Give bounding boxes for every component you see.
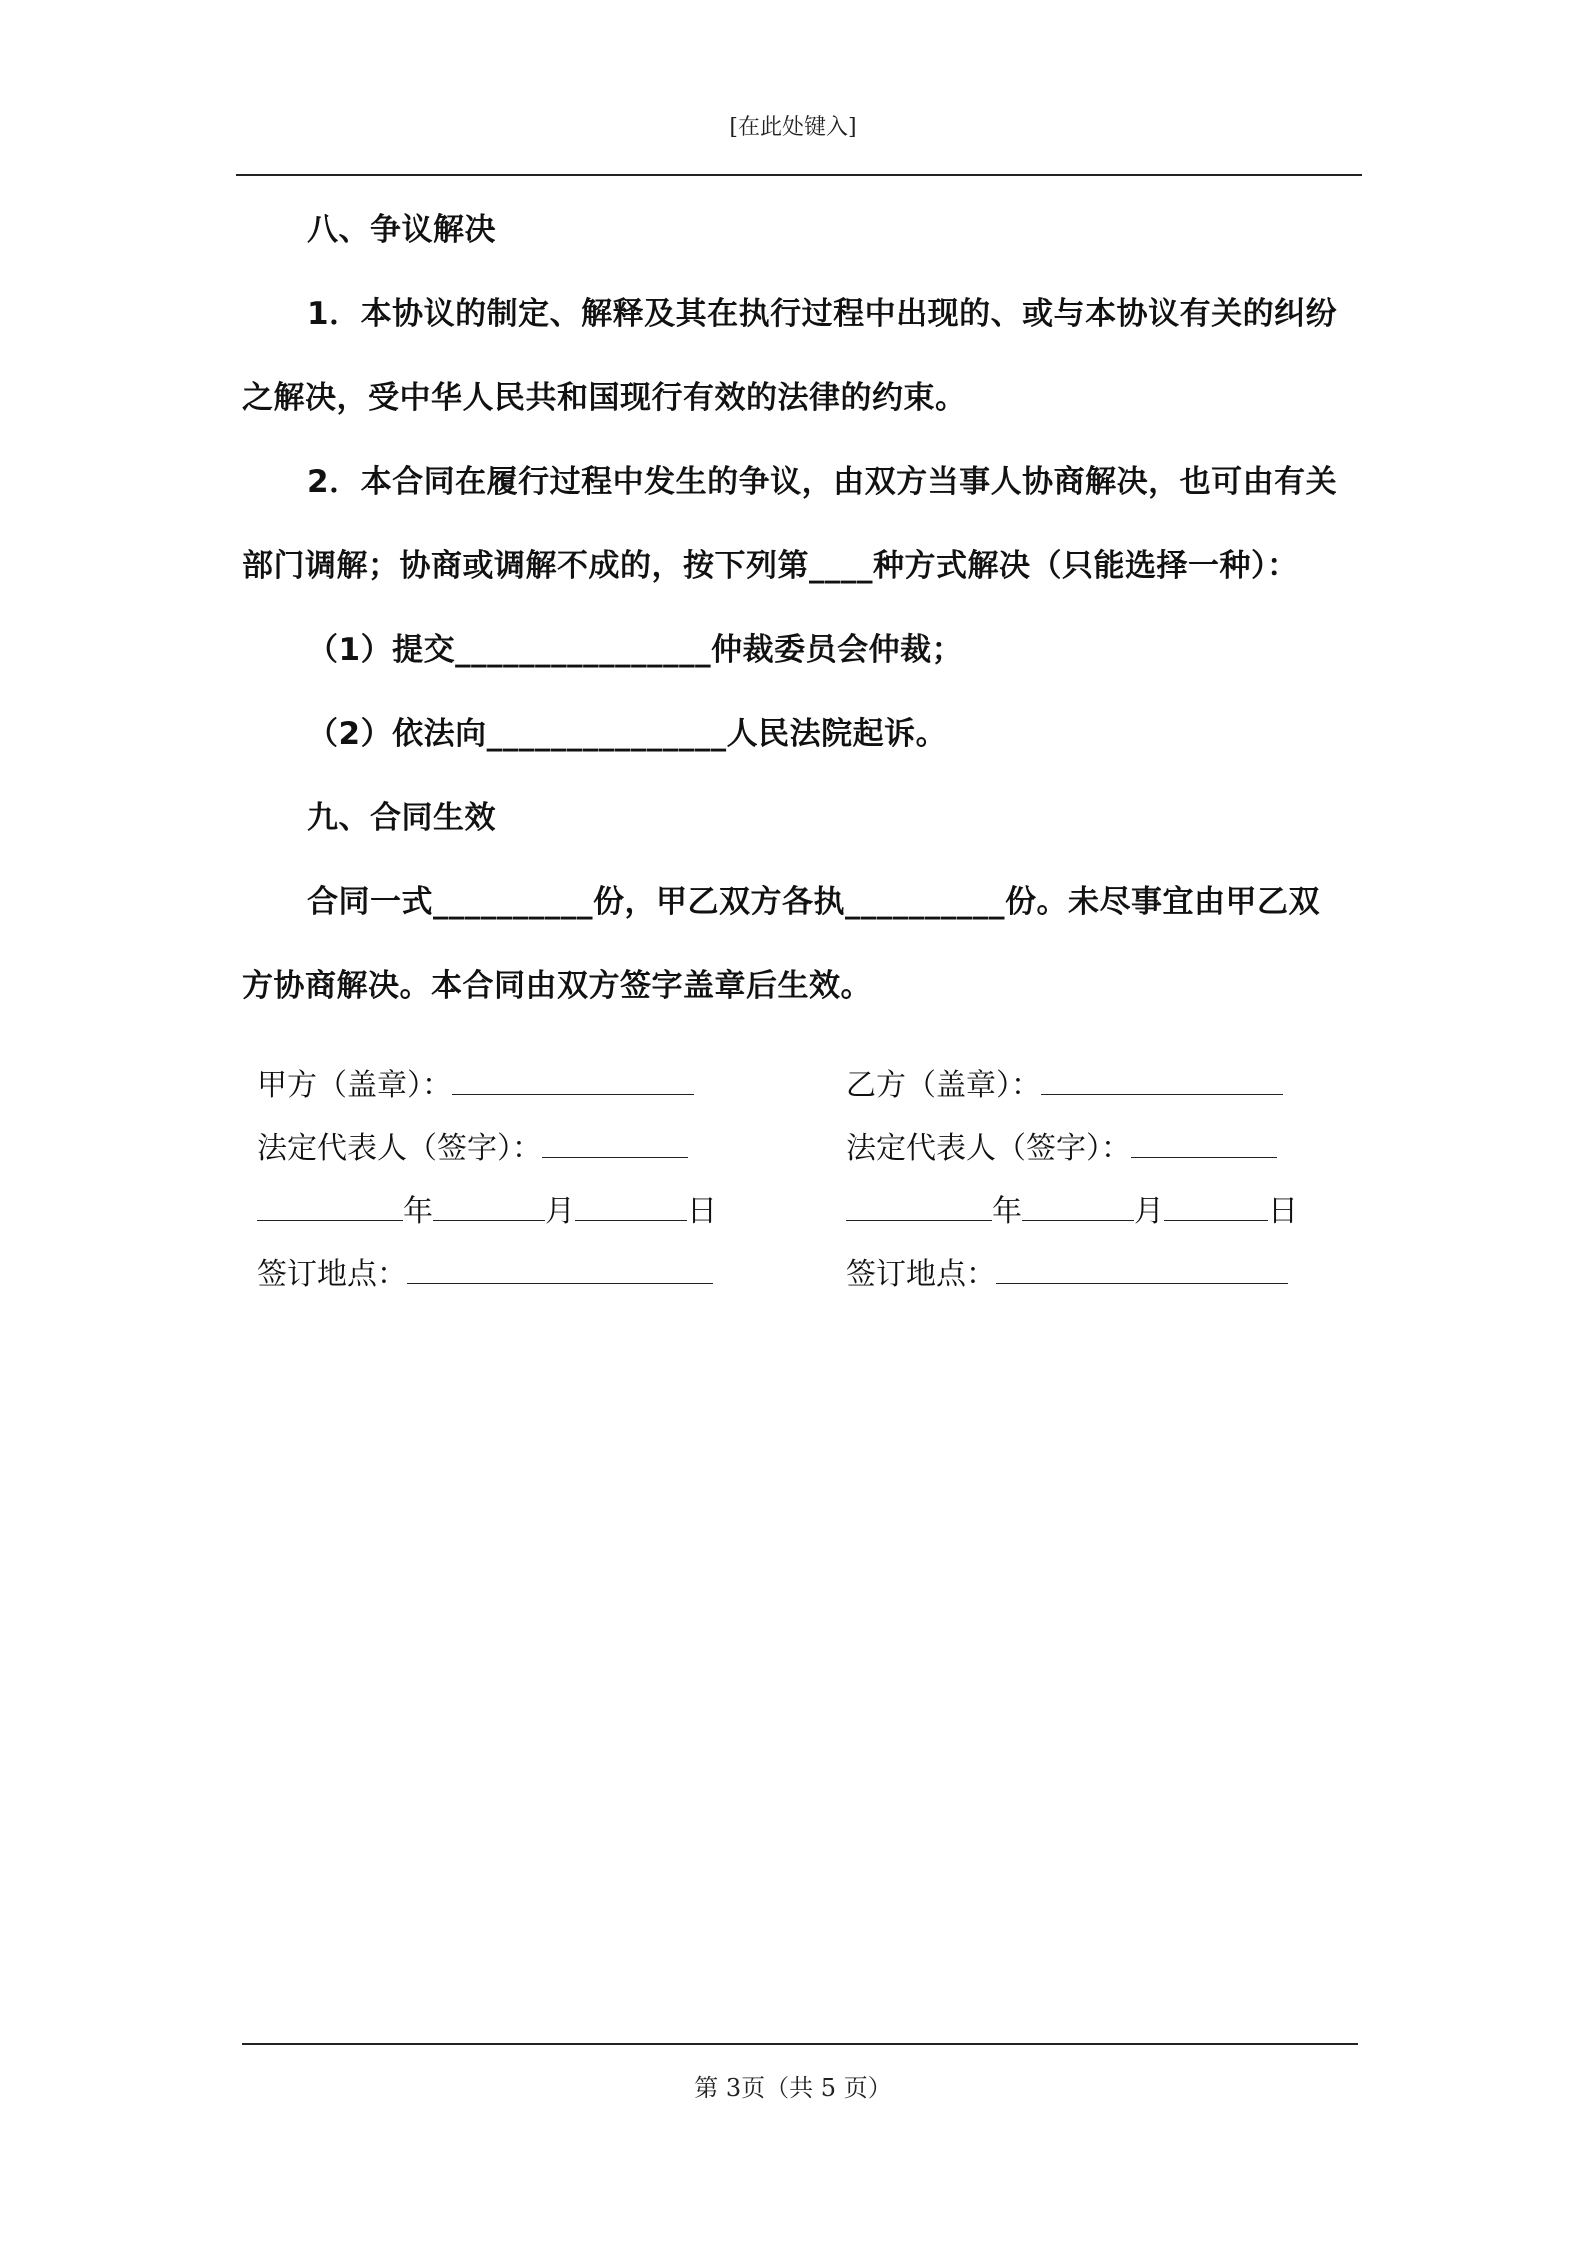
party-b-date-row xyxy=(846,1188,1298,1232)
party-b-month-field[interactable] xyxy=(1022,1188,1134,1221)
clause-8-1-line-1: 1．本协议的制定、解释及其在执行过程中出现的、或与本协议有关的纠纷 xyxy=(307,296,1338,332)
party-a-place-field[interactable] xyxy=(407,1251,713,1284)
party-b-day-field[interactable] xyxy=(1164,1188,1268,1221)
party-b-place-field[interactable] xyxy=(996,1251,1288,1284)
party-a-rep-field[interactable] xyxy=(542,1125,688,1158)
party-a-year-label: 年 xyxy=(403,1194,433,1229)
party-b-year-label: 年 xyxy=(992,1194,1022,1229)
header-divider xyxy=(236,174,1362,176)
party-a-seal-field[interactable] xyxy=(452,1062,694,1095)
party-b-day-label: 日 xyxy=(1268,1194,1298,1229)
party-b-rep-row xyxy=(846,1125,1277,1169)
party-b-month-label: 月 xyxy=(1134,1194,1164,1229)
party-a-place-label: 签订地点： xyxy=(257,1257,407,1292)
page-number: 第 3页（共 5 页） xyxy=(694,2074,892,2102)
party-b-year-field[interactable] xyxy=(846,1188,992,1221)
clause-8-2-line-1: 2．本合同在履行过程中发生的争议，由双方当事人协商解决，也可由有关 xyxy=(307,464,1338,500)
clause-9-line-1: 合同一式__________份，甲乙双方各执__________份。未尽事宜由甲乙双 xyxy=(307,884,1320,920)
option-court: （2）依法向_______________人民法院起诉。 xyxy=(307,716,948,752)
clause-8-1-line-2: 之解决，受中华人民共和国现行有效的法律的约束。 xyxy=(242,380,967,416)
party-b-place-row xyxy=(846,1251,1288,1295)
party-b-rep-field[interactable] xyxy=(1131,1125,1277,1158)
party-a-rep-label: 法定代表人（签字）： xyxy=(257,1131,542,1166)
party-a-day-label: 日 xyxy=(687,1194,717,1229)
party-a-rep-row xyxy=(257,1125,688,1169)
section-9-title: 九、合同生效 xyxy=(307,800,496,836)
option-arbitration: （1）提交________________仲裁委员会仲裁； xyxy=(307,632,964,668)
header-placeholder: [在此处键入] xyxy=(729,115,857,140)
party-a-month-label: 月 xyxy=(545,1194,575,1229)
party-a-day-field[interactable] xyxy=(575,1188,687,1221)
party-a-month-field[interactable] xyxy=(433,1188,545,1221)
section-8-title: 八、争议解决 xyxy=(307,212,496,248)
party-b-seal-label: 乙方（盖章）： xyxy=(846,1068,1041,1103)
footer-divider xyxy=(242,2043,1358,2045)
party-a-place-row xyxy=(257,1251,713,1295)
party-b-seal-row xyxy=(846,1062,1283,1106)
clause-8-2-line-2: 部门调解；协商或调解不成的，按下列第____种方式解决（只能选择一种）： xyxy=(242,548,1299,584)
party-a-date-row xyxy=(257,1188,717,1232)
party-a-seal-label: 甲方（盖章）： xyxy=(257,1068,452,1103)
party-b-seal-field[interactable] xyxy=(1041,1062,1283,1095)
party-a-seal-row xyxy=(257,1062,694,1106)
clause-9-line-2: 方协商解决。本合同由双方签字盖章后生效。 xyxy=(242,968,872,1004)
party-b-rep-label: 法定代表人（签字）： xyxy=(846,1131,1131,1166)
party-b-place-label: 签订地点： xyxy=(846,1257,996,1292)
party-a-year-field[interactable] xyxy=(257,1188,403,1221)
